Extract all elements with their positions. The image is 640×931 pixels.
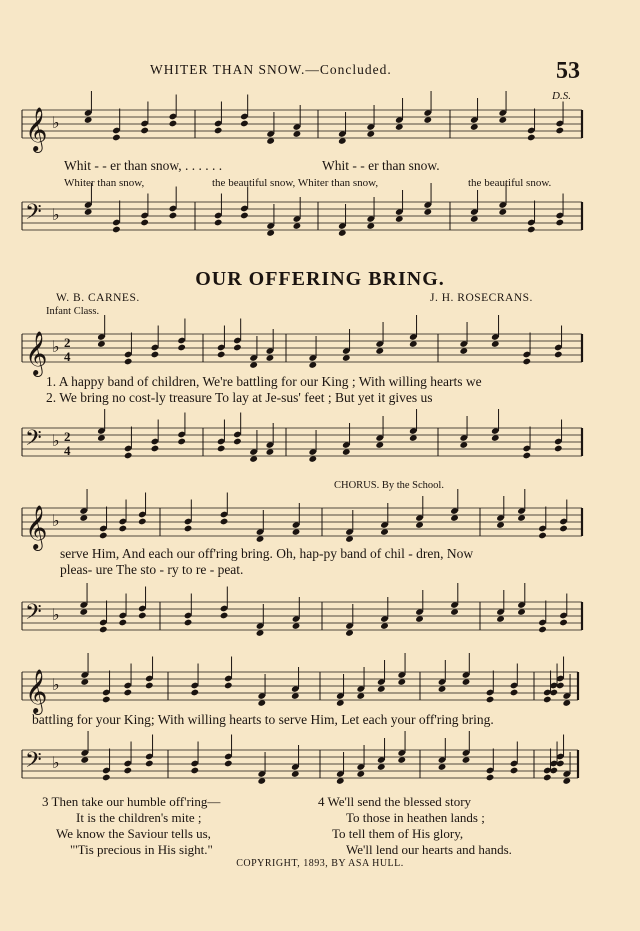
svg-text:4: 4	[64, 349, 71, 364]
svg-text:♭: ♭	[52, 113, 60, 132]
svg-text:𝄞: 𝄞	[25, 505, 48, 549]
svg-text:2: 2	[64, 429, 71, 444]
svg-text:𝄢: 𝄢	[25, 600, 42, 630]
verse-3-line2: It is the children's mite ;	[76, 810, 202, 825]
svg-text:𝄞: 𝄞	[25, 669, 48, 713]
svg-text:𝄞: 𝄞	[25, 331, 48, 375]
verse-3-line1: Then take our humble off'ring—	[51, 794, 221, 809]
svg-text:♭: ♭	[52, 675, 60, 694]
system0-bass-staff	[0, 192, 640, 242]
system0-lyric-line1-a: Whit - - er than snow, . . . . . .	[64, 158, 223, 173]
verse-4-number: 4	[318, 794, 325, 809]
ds-mark: D.S.	[552, 90, 571, 102]
system0-lyric-line2-b: the beautiful snow, Whiter than snow,	[212, 177, 379, 189]
system2-verse2: pleas- ure The sto - ry to re - peat.	[60, 562, 244, 577]
page-header-title: WHITER THAN SNOW.—Concluded.	[150, 62, 392, 77]
system0-lyric-line2-c: the beautiful snow.	[468, 177, 552, 189]
copyright: COPYRIGHT, 1893, BY ASA HULL.	[236, 858, 404, 869]
chorus-label: CHORUS. By the School.	[334, 480, 444, 491]
system2-verse1: serve Him, And each our off'ring bring. Oh, hap-py band of chil - dren, Now	[60, 546, 474, 561]
svg-text:2: 2	[64, 335, 71, 350]
verse-4-line4: We'll lend our hearts and hands.	[346, 842, 512, 857]
svg-text:𝄞: 𝄞	[25, 107, 48, 151]
system1-verse2: 2. We bring no cost-ly treasure To lay at Je-sus' feet ; But yet it gives us	[46, 390, 433, 405]
verse-4-line1: We'll send the blessed story	[327, 794, 472, 809]
song-title: OUR OFFERING BRING.	[195, 268, 445, 290]
system3-treble-staff	[0, 662, 640, 712]
system2-treble-staff	[0, 498, 640, 548]
svg-text:♭: ♭	[52, 605, 60, 624]
verse-4	[318, 794, 512, 858]
system0-treble-staff	[0, 100, 640, 150]
song-author: W. B. CARNES.	[56, 292, 140, 304]
svg-text:𝄢: 𝄢	[25, 748, 42, 778]
verse-4-line2: To those in heathen lands ;	[346, 810, 485, 825]
page-number: 53	[556, 58, 580, 84]
verse-4-line3: To tell them of His glory,	[332, 826, 464, 841]
svg-text:♭: ♭	[52, 511, 60, 530]
verse-3	[42, 794, 220, 858]
system3-verse1: battling for your King; With willing hearts to serve Him, Let each your off'ring bring.	[32, 712, 494, 727]
system1-verse1: 1. A happy band of children, We're battling for our King ; With willing hearts we	[46, 374, 482, 389]
system1-bass-staff	[0, 418, 640, 468]
svg-text:♭: ♭	[52, 431, 60, 450]
svg-text:𝄢: 𝄢	[25, 426, 42, 456]
svg-text:♭: ♭	[52, 753, 60, 772]
svg-text:♭: ♭	[52, 205, 60, 224]
verse-3-line3: We know the Saviour tells us,	[56, 826, 211, 841]
system1-treble-staff	[0, 324, 640, 374]
svg-text:4: 4	[64, 443, 71, 458]
svg-text:𝄢: 𝄢	[25, 200, 42, 230]
verse-3-line4: "'Tis precious in His sight."	[70, 842, 213, 857]
system0-lyric-line2-a: Whiter than snow,	[64, 177, 145, 189]
system3-bass-staff	[0, 740, 640, 790]
song-composer: J. H. ROSECRANS.	[430, 292, 533, 304]
svg-text:♭: ♭	[52, 337, 60, 356]
system2-bass-staff	[0, 592, 640, 642]
part-label: Infant Class.	[46, 306, 100, 317]
system0-lyric-line1-b: Whit - - er than snow.	[322, 158, 440, 173]
verse-3-number: 3	[42, 794, 49, 809]
